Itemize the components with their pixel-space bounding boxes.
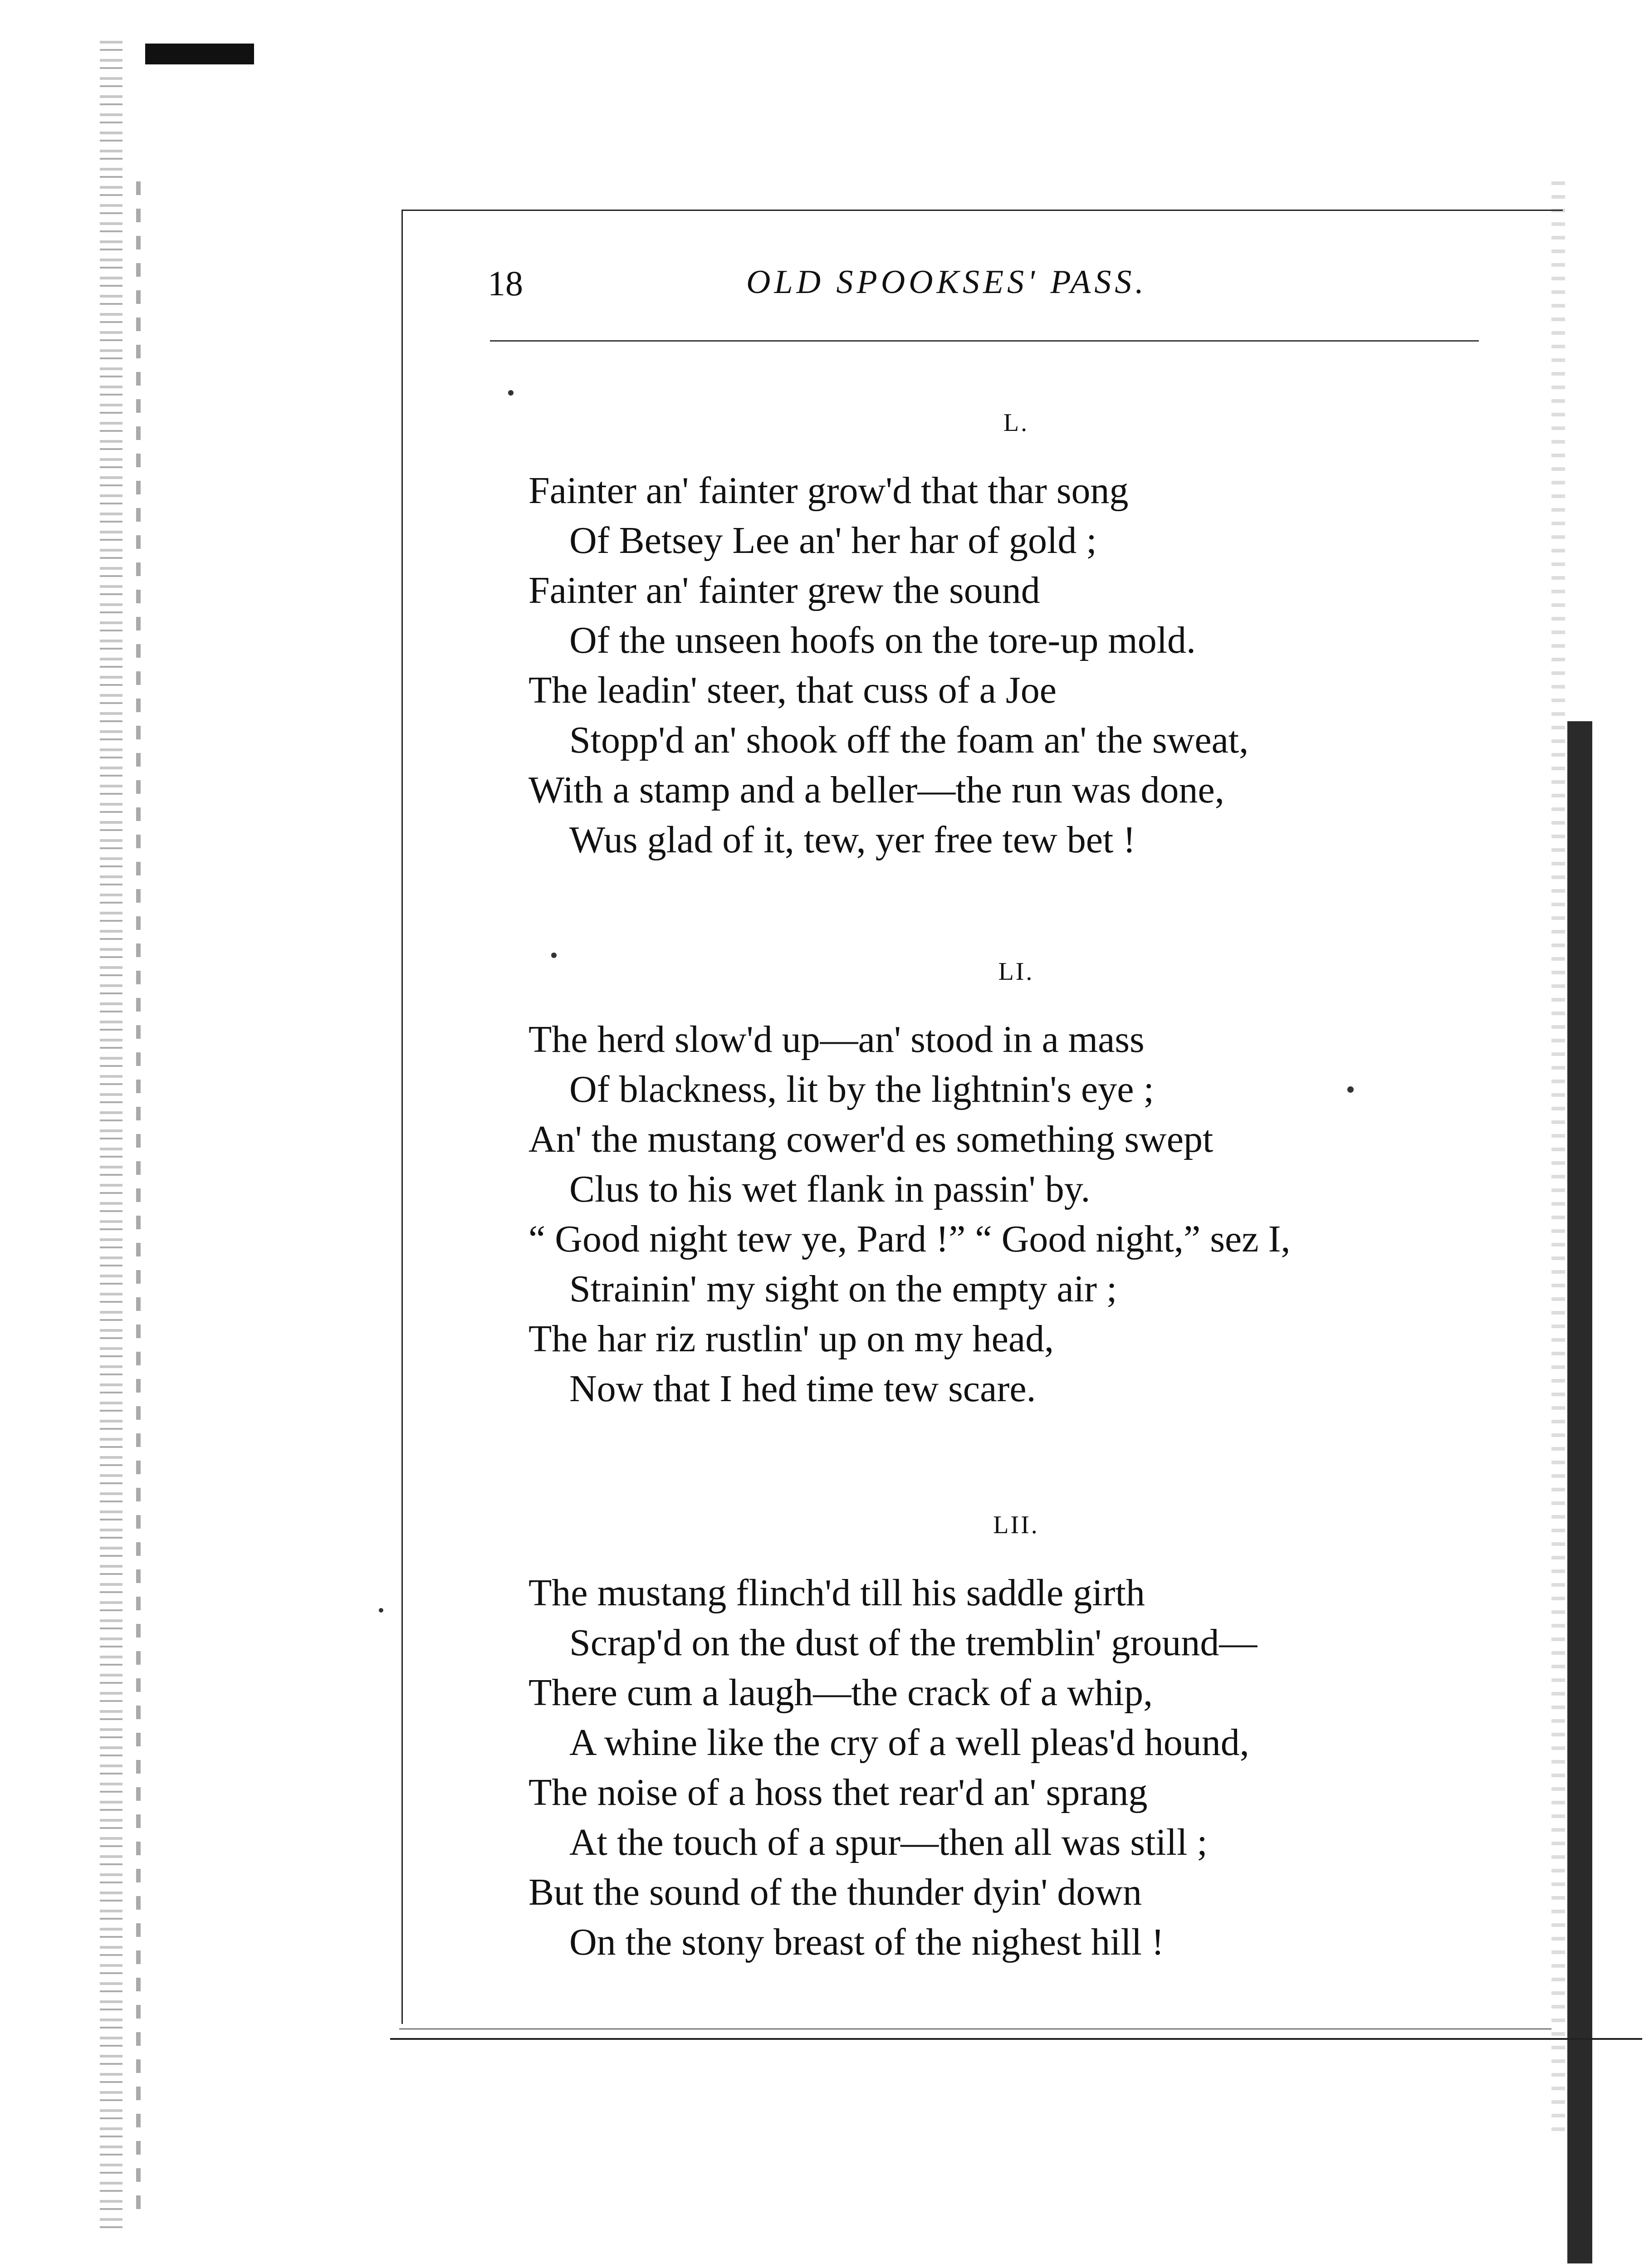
scan-speck bbox=[379, 1608, 383, 1613]
verse-line: Now that I hed time tew scare. bbox=[569, 1368, 1036, 1410]
page-number: 18 bbox=[488, 264, 523, 303]
page-bottom-rule bbox=[390, 2038, 1642, 2040]
verse-line: The har riz rustlin' up on my head, bbox=[528, 1318, 1054, 1360]
scan-right-edge-bar bbox=[1567, 721, 1592, 2263]
verse-line: Of blackness, lit by the lightnin's eye ; bbox=[569, 1068, 1154, 1110]
verse-line: Clus to his wet flank in passin' by. bbox=[569, 1168, 1091, 1210]
verse-line: The noise of a hoss thet rear'd an' sprang bbox=[528, 1771, 1148, 1813]
page-bottom-inner-rule bbox=[399, 2028, 1551, 2029]
running-head bbox=[488, 254, 1486, 308]
stanza-numeral: L. bbox=[1003, 409, 1029, 437]
verse-line: Fainter an' fainter grew the sound bbox=[528, 569, 1040, 611]
verse-line: The leadin' steer, that cuss of a Joe bbox=[528, 669, 1057, 711]
running-title: OLD SPOOKSES' PASS. bbox=[746, 264, 1147, 301]
scan-speck bbox=[551, 953, 557, 958]
head-rule bbox=[490, 340, 1479, 342]
verse-line: At the touch of a spur—then all was still ; bbox=[569, 1821, 1208, 1863]
stanza-numeral: LI. bbox=[998, 958, 1034, 986]
verse-line: Scrap'd on the dust of the tremblin' ground— bbox=[569, 1622, 1257, 1664]
verse-line: An' the mustang cower'd es something swept bbox=[528, 1118, 1213, 1160]
verse-line: “ Good night tew ye, Pard !” “ Good night,” sez I, bbox=[528, 1218, 1291, 1260]
scan-binding-shadow bbox=[136, 181, 141, 2223]
verse-line: The herd slow'd up—an' stood in a mass bbox=[528, 1018, 1145, 1061]
scan-binding-edge bbox=[100, 41, 122, 2236]
verse-line: With a stamp and a beller—the run was done, bbox=[528, 769, 1224, 811]
scan-ink-mark bbox=[145, 44, 254, 64]
verse-line: On the stony breast of the nighest hill ! bbox=[569, 1921, 1164, 1963]
verse-line: But the sound of the thunder dyin' down bbox=[528, 1871, 1142, 1913]
stanza-numeral: LII. bbox=[993, 1511, 1039, 1539]
verse-line: Of Betsey Lee an' her har of gold ; bbox=[569, 519, 1097, 562]
verse-line: Fainter an' fainter grow'd that thar song bbox=[528, 469, 1129, 512]
verse-line: There cum a laugh—the crack of a whip, bbox=[528, 1672, 1153, 1714]
verse-line: A whine like the cry of a well pleas'd hound, bbox=[569, 1721, 1249, 1764]
scan-speck bbox=[1347, 1086, 1354, 1093]
verse-line: Wus glad of it, tew, yer free tew bet ! bbox=[569, 819, 1136, 861]
verse-line: The mustang flinch'd till his saddle girth bbox=[528, 1572, 1145, 1614]
verse-line: Strainin' my sight on the empty air ; bbox=[569, 1268, 1117, 1310]
scan-speck bbox=[508, 390, 514, 396]
verse-line: Stopp'd an' shook off the foam an' the sweat, bbox=[569, 719, 1249, 761]
verse-line: Of the unseen hoofs on the tore-up mold. bbox=[569, 619, 1196, 661]
